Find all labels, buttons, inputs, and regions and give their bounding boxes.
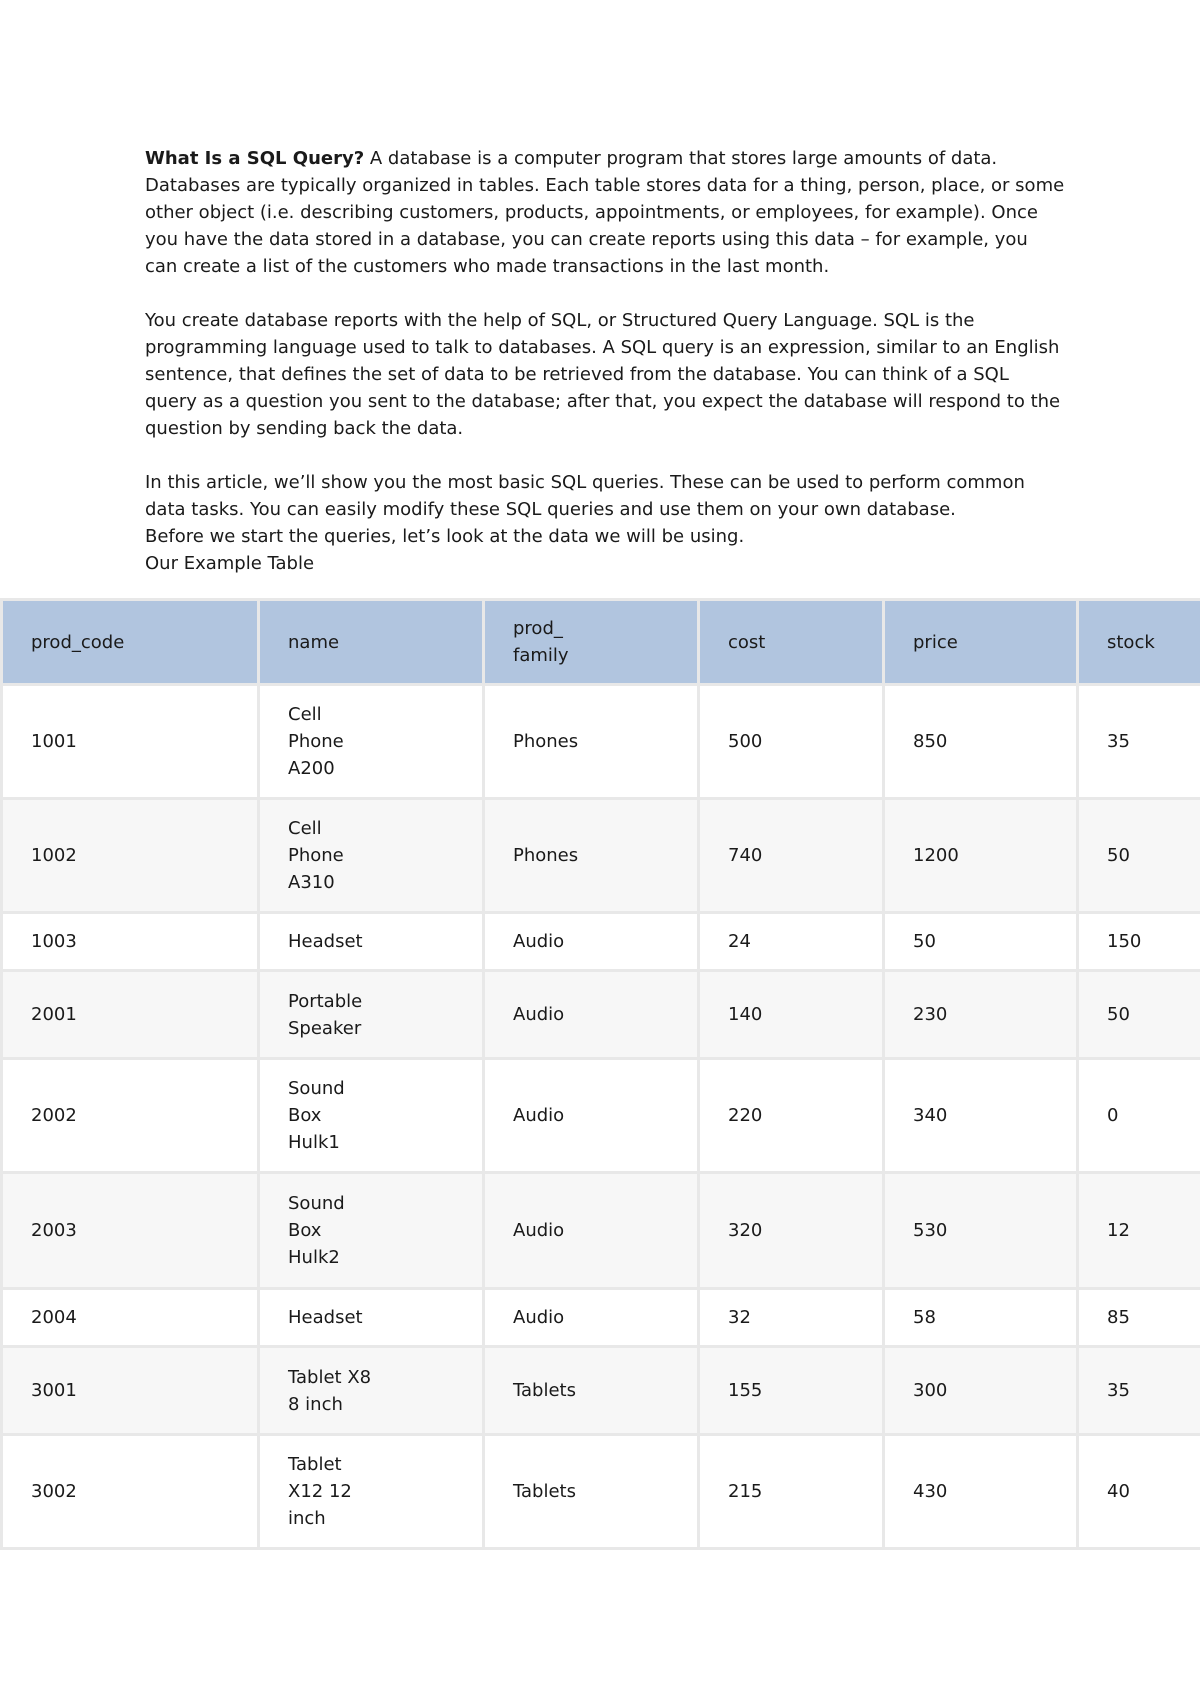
cell-stock: 35 (1078, 1347, 1200, 1435)
table-row (2, 685, 1200, 799)
header-price: price (884, 600, 1078, 685)
cell-name-line: Sound (288, 1078, 345, 1099)
header-prod-family: prod_ family (484, 600, 699, 685)
cell-prod-code: 3001 (2, 1347, 259, 1435)
cell-name-line: A310 (288, 872, 335, 893)
cell-name-line: A200 (288, 758, 335, 779)
intro-paragraph-3: In this article, we’ll show you the most basic SQL queries. These can be used to perform common data tasks. You can easily modify these SQL queries and use them on your own database. (145, 472, 1025, 520)
cell-name-line: Sound (288, 1193, 345, 1214)
cell-name-line: X12 12 (288, 1481, 352, 1502)
cell-prod-family: Audio (484, 1173, 699, 1289)
cell-cost: 500 (699, 685, 884, 799)
cell-stock: 150 (1078, 913, 1200, 971)
cell-cost: 140 (699, 971, 884, 1059)
table-row (2, 1435, 1200, 1549)
cell-price: 850 (884, 685, 1078, 799)
cell-name-line: Portable (288, 990, 363, 1012)
cell-name (259, 1173, 484, 1289)
cell-name (259, 799, 484, 913)
cell-name-line: Cell (288, 704, 322, 725)
cell-price: 58 (884, 1289, 1078, 1347)
cell-prod-code: 3002 (2, 1435, 259, 1549)
intro-paragraph-1 (145, 145, 1065, 280)
cell-prod-code: 2001 (2, 971, 259, 1059)
cell-cost: 24 (699, 913, 884, 971)
cell-prod-code: 1002 (2, 799, 259, 913)
cell-name-line: Box (288, 1220, 322, 1241)
cell-cost: 320 (699, 1173, 884, 1289)
cell-name-line: inch (288, 1508, 326, 1529)
cell-name (259, 971, 484, 1059)
cell-price: 340 (884, 1059, 1078, 1173)
cell-prod-family: Audio (484, 971, 699, 1059)
cell-prod-code: 2004 (2, 1289, 259, 1347)
cell-prod-family: Audio (484, 1059, 699, 1173)
cell-name (259, 685, 484, 799)
cell-prod-family: Tablets (484, 1435, 699, 1549)
cell-cost: 32 (699, 1289, 884, 1347)
cell-stock: 0 (1078, 1059, 1200, 1173)
intro-paragraph-1-text: A database is a computer program that stores large amounts of data. Databases are typically organized in tables. Each table stores data for a thing, person, place, or some other object (i.e. describing customers, products, appointments, or employees, for example). Once you have the data stored in a database, you can create reports using this data – for example, you can create a list of the customers who made transactions in the last month. (145, 148, 1065, 277)
cell-name (259, 1435, 484, 1549)
cell-name (259, 1347, 484, 1435)
cell-name-line: Box (288, 1105, 322, 1126)
cell-stock: 12 (1078, 1173, 1200, 1289)
cell-stock: 50 (1078, 971, 1200, 1059)
table-header-row (2, 600, 1200, 685)
cell-cost: 215 (699, 1435, 884, 1549)
header-stock: stock (1078, 600, 1200, 685)
intro-paragraph-2: You create database reports with the help of SQL, or Structured Query Language. SQL is the programming language used to talk to databases. A SQL query is an expression, similar to an English sentence, that defines the set of data to be retrieved from the database. You can think of a SQL query as a question you sent to the database; after that, you expect the database will respond to the question by sending back the data. (145, 310, 1061, 439)
cell-price: 1200 (884, 799, 1078, 913)
intro-paragraph-4: Before we start the queries, let’s look at the data we will be using. (145, 526, 745, 547)
cell-cost: 155 (699, 1347, 884, 1435)
table-body (2, 685, 1200, 1549)
cell-name (259, 1059, 484, 1173)
cell-prod-family: Audio (484, 1289, 699, 1347)
cell-price: 530 (884, 1173, 1078, 1289)
cell-name-line: Tablet (288, 1454, 342, 1475)
table-row (2, 1289, 1200, 1347)
cell-prod-code: 1003 (2, 913, 259, 971)
cell-price: 230 (884, 971, 1078, 1059)
cell-prod-family: Phones (484, 685, 699, 799)
cell-stock: 85 (1078, 1289, 1200, 1347)
cell-prod-code: 1001 (2, 685, 259, 799)
cell-prod-family: Audio (484, 913, 699, 971)
cell-stock: 50 (1078, 799, 1200, 913)
article-body (145, 145, 1065, 577)
table-caption: Our Example Table (145, 553, 315, 574)
cell-name-line: Speaker (288, 1017, 362, 1039)
table-row (2, 1059, 1200, 1173)
table-row (2, 971, 1200, 1059)
cell-name-line: Tablet X8 (288, 1366, 372, 1388)
cell-stock: 40 (1078, 1435, 1200, 1549)
cell-price: 50 (884, 913, 1078, 971)
cell-cost: 740 (699, 799, 884, 913)
cell-prod-family: Tablets (484, 1347, 699, 1435)
cell-stock: 35 (1078, 685, 1200, 799)
table-row (2, 1173, 1200, 1289)
header-cost: cost (699, 600, 884, 685)
article-heading: What Is a SQL Query? (145, 148, 365, 169)
cell-prod-code: 2003 (2, 1173, 259, 1289)
cell-name-line: Headset (288, 1307, 363, 1328)
cell-name-line: Hulk2 (288, 1247, 340, 1268)
header-name: name (259, 600, 484, 685)
cell-prod-code: 2002 (2, 1059, 259, 1173)
cell-name-line: Phone (288, 845, 344, 866)
cell-name-line: Phone (288, 731, 344, 752)
table-row (2, 913, 1200, 971)
cell-price: 430 (884, 1435, 1078, 1549)
cell-prod-family: Phones (484, 799, 699, 913)
table-row (2, 1347, 1200, 1435)
cell-name-line: 8 inch (288, 1393, 343, 1415)
cell-cost: 220 (699, 1059, 884, 1173)
cell-name (259, 913, 484, 971)
cell-name-line: Cell (288, 818, 322, 839)
table-row (2, 799, 1200, 913)
cell-name-line: Headset (288, 931, 363, 952)
example-products-table (0, 598, 1200, 1550)
cell-name-line: Hulk1 (288, 1132, 340, 1153)
cell-name (259, 1289, 484, 1347)
header-prod-code: prod_code (2, 600, 259, 685)
cell-price: 300 (884, 1347, 1078, 1435)
